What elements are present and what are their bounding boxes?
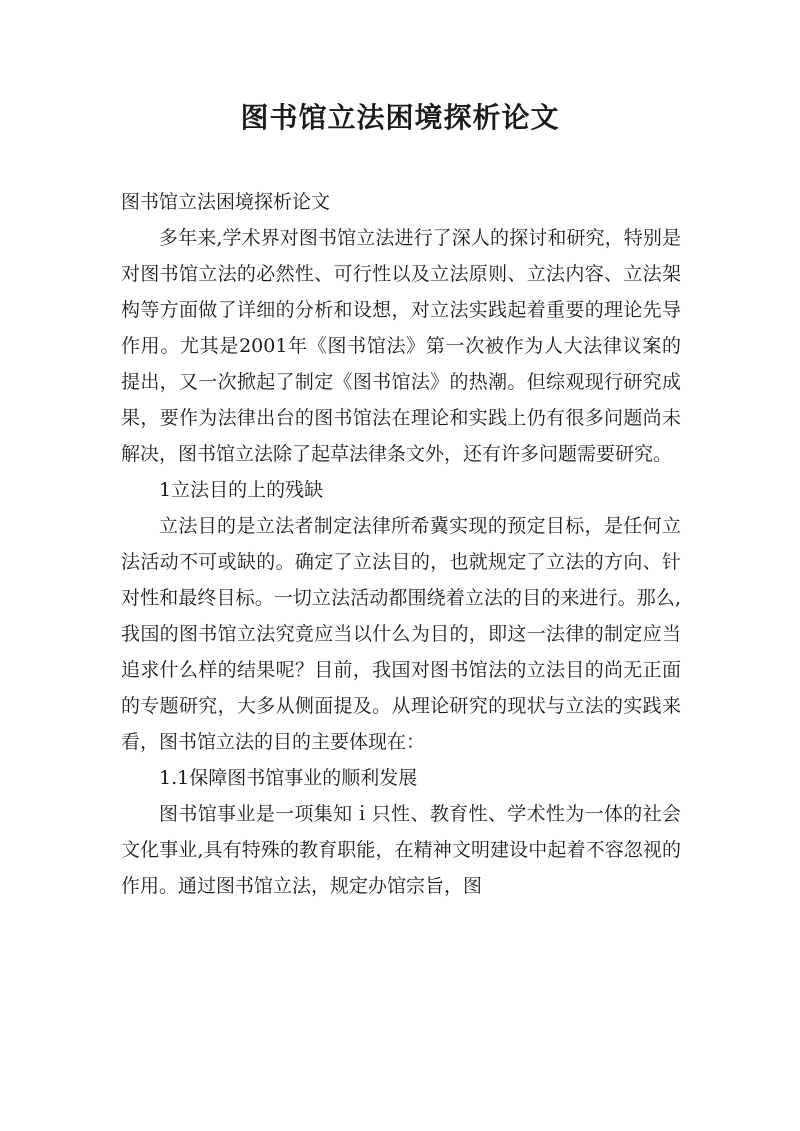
body-paragraph: 图书馆事业是一项集知ｉ只性、教育性、学术性为一体的社会文化事业,具有特殊的教育职能，在精神文明建设中起着不容忽视的作用。通过图书馆立法，规定办馆宗旨，图 bbox=[121, 803, 681, 897]
document-subtitle: 图书馆立法困境探析论文 bbox=[121, 191, 331, 213]
body-paragraph: 多年来,学术界对图书馆立法进行了深人的探讨和研究，特别是对图书馆立法的必然性、可行性以及立法原则、立法内容、立法架构等方面做了详细的分析和设想，对立法实践起着重要的理论先导作用。尤其是2001年《图书馆法》第一次被作为人大法律议案的提出，又一次掀起了制定《图书馆法》的热潮。但综观现行研究成果，要作为法律出台的图书馆法在理论和实践上仍有很多问题尚未解决，图书馆立法除了起草法律条文外，还有许多问题需要研究。 bbox=[121, 227, 681, 465]
body-paragraph: 1立法目的上的残缺 bbox=[159, 479, 324, 501]
document-body bbox=[121, 184, 681, 904]
body-paragraph: 1.1保障图书馆事业的顺利发展 bbox=[159, 767, 418, 789]
document-title: 图书馆立法困境探析论文 bbox=[240, 101, 560, 134]
body-paragraph: 立法目的是立法者制定法律所希冀实现的预定目标，是任何立法活动不可或缺的。确定了立法目的，也就规定了立法的方向、针对性和最终目标。一切立法活动都围绕着立法的目的来进行。那么,我国的图书馆立法究竟应当以什么为目的，即这一法律的制定应当追求什么样的结果呢？目前，我国对图书馆法的立法目的尚无正面的专题研究，大多从侧面提及。从理论研究的现状与立法的实践来看，图书馆立法的目的主要体现在： bbox=[121, 515, 681, 753]
